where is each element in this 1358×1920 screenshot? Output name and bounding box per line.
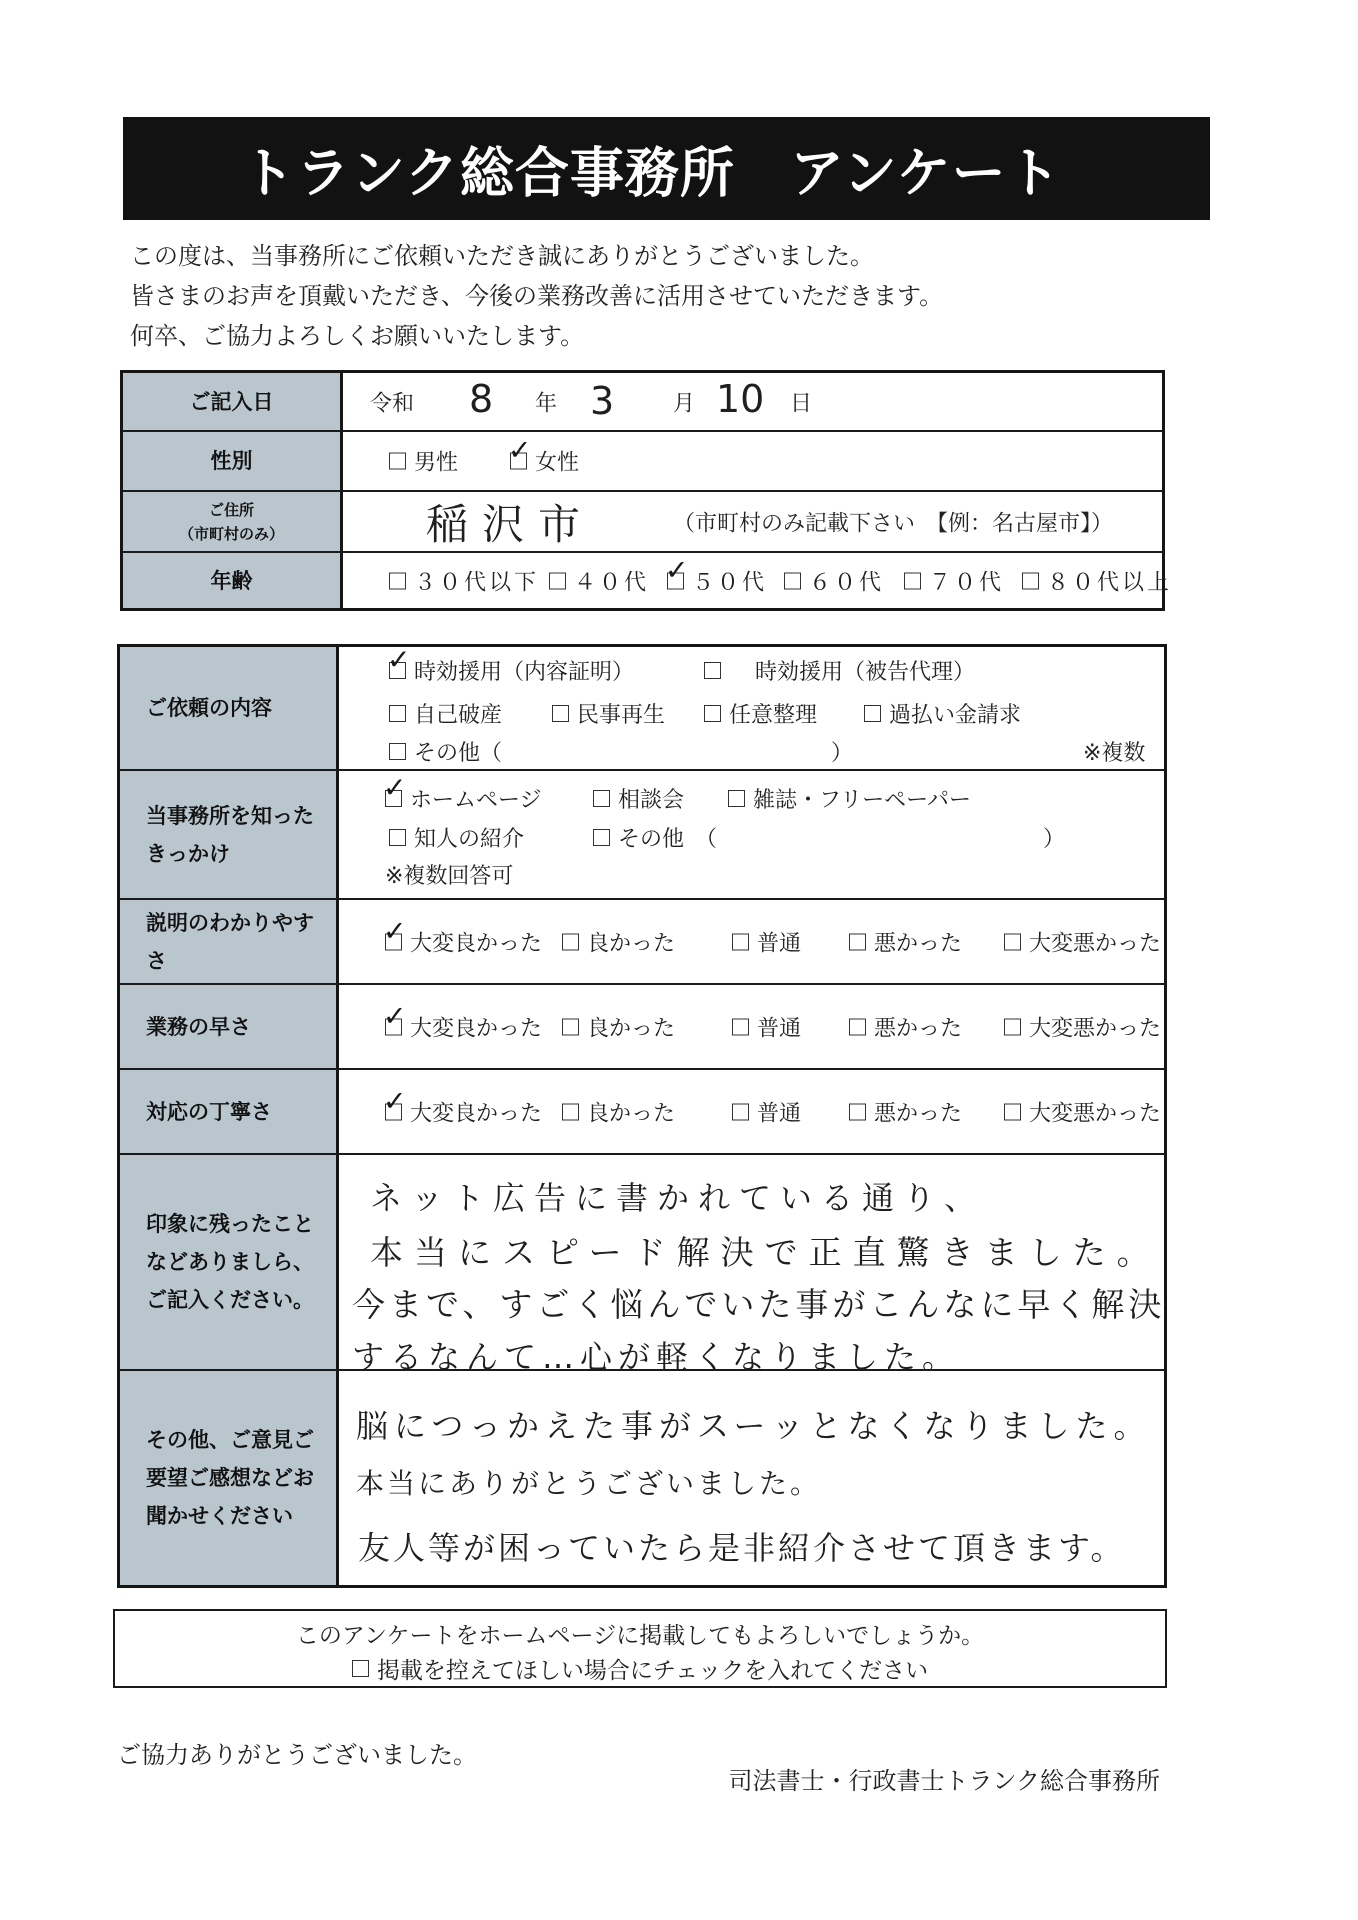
address-label-cell bbox=[123, 492, 343, 551]
intro-line: 皆さまのお声を頂戴いただき、今後の業務改善に活用させていただきます。 bbox=[130, 282, 944, 310]
publish-consent-box bbox=[113, 1609, 1167, 1688]
rating-option[interactable] bbox=[1004, 926, 1161, 957]
option-label: 大変良かった bbox=[410, 1016, 543, 1041]
option-label: ８０代以上 bbox=[1047, 570, 1173, 595]
option-label: ５０代 bbox=[692, 570, 768, 595]
option-label: 相談会 bbox=[618, 788, 685, 813]
option-label: 悪かった bbox=[874, 931, 963, 956]
request-option[interactable] bbox=[704, 655, 975, 686]
gender-option-female[interactable] bbox=[510, 446, 579, 477]
comments-label-line: 聞かせください bbox=[146, 1504, 293, 1528]
request-option-other[interactable] bbox=[389, 736, 502, 767]
option-label: 良かった bbox=[587, 931, 676, 956]
comments-label-line: その他、ご意見ご bbox=[146, 1428, 314, 1452]
address-label: ご住所 bbox=[208, 500, 254, 519]
request-note: ※複数 bbox=[1083, 741, 1146, 766]
title-bar bbox=[123, 117, 1210, 220]
option-label: ４０代 bbox=[574, 570, 650, 595]
referral-label-line: きっかけ bbox=[146, 841, 230, 866]
option-label: 普通 bbox=[757, 1016, 802, 1041]
checkbox[interactable] bbox=[593, 790, 610, 807]
checkbox[interactable] bbox=[864, 705, 881, 722]
rating-option[interactable] bbox=[385, 1096, 542, 1127]
basic-info-table bbox=[120, 370, 1173, 611]
day-unit: 日 bbox=[790, 391, 813, 416]
option-label: 時効援用（被告代理） bbox=[755, 660, 976, 685]
request-label-cell bbox=[120, 647, 339, 769]
checkbox[interactable] bbox=[389, 572, 406, 589]
age-option[interactable] bbox=[389, 565, 539, 596]
publish-opt-out[interactable] bbox=[115, 1652, 1165, 1685]
referral-option[interactable] bbox=[593, 783, 684, 814]
publish-question-text: このアンケートをホームページに掲載してもよろしいでしょうか。 bbox=[295, 1623, 985, 1649]
day-field[interactable]: 10 bbox=[716, 377, 765, 421]
impressions-answer-line[interactable]: 今まで、すごく悩んでいた事がこんなに早く解決 bbox=[352, 1285, 1166, 1324]
impressions-row bbox=[120, 1153, 1166, 1376]
option-label: ６０代 bbox=[809, 570, 885, 595]
rating-option[interactable] bbox=[1004, 1011, 1161, 1042]
rating-row-clarity bbox=[120, 898, 1164, 983]
rating-label-line: 対応の丁寧さ bbox=[146, 1099, 272, 1124]
checkbox[interactable] bbox=[704, 662, 721, 679]
checkbox[interactable] bbox=[562, 1103, 579, 1120]
request-option[interactable] bbox=[389, 655, 634, 686]
checkbox[interactable] bbox=[904, 572, 921, 589]
age-option[interactable] bbox=[549, 565, 649, 596]
option-label: 自己破産 bbox=[414, 703, 503, 728]
comments-answer-line[interactable]: 脳につっかえた事がスーッとなくなりました。 bbox=[356, 1407, 1152, 1445]
address-note: （市町村のみ記載下さい 【例：名古屋市】） bbox=[673, 511, 1114, 536]
checkbox[interactable] bbox=[732, 933, 749, 950]
option-label: 女性 bbox=[535, 450, 580, 476]
age-label: 年齢 bbox=[210, 568, 253, 593]
checkbox[interactable] bbox=[704, 705, 721, 722]
checkbox[interactable] bbox=[510, 453, 527, 470]
address-field[interactable]: 稲沢市 bbox=[426, 499, 595, 549]
era-label: 令和 bbox=[370, 391, 415, 416]
checkbox[interactable] bbox=[1004, 933, 1021, 950]
age-option[interactable] bbox=[784, 565, 884, 596]
option-label: ３０代以下 bbox=[414, 570, 540, 595]
option-label: 大変良かった bbox=[410, 931, 543, 956]
rating-option[interactable] bbox=[562, 926, 675, 957]
age-label-cell bbox=[123, 553, 343, 608]
checkbox[interactable] bbox=[385, 790, 402, 807]
date-label: ご記入日 bbox=[189, 389, 274, 414]
request-option[interactable] bbox=[552, 698, 665, 729]
option-label: 民事再生 bbox=[577, 703, 666, 728]
age-option[interactable] bbox=[904, 565, 1004, 596]
request-other-close: ） bbox=[831, 741, 854, 766]
referral-option[interactable] bbox=[389, 822, 524, 853]
month-field[interactable]: 3 bbox=[590, 379, 615, 423]
checkbox[interactable] bbox=[352, 1660, 369, 1677]
checkbox[interactable] bbox=[385, 1018, 402, 1035]
impressions-answer-line[interactable]: するなんて…心が軽くなりました。 bbox=[352, 1338, 961, 1376]
option-label: 悪かった bbox=[874, 1101, 963, 1126]
page-title: トランク総合事務所 アンケート bbox=[241, 141, 1062, 204]
rating-option[interactable] bbox=[385, 926, 542, 957]
checkbox[interactable] bbox=[562, 1018, 579, 1035]
checkbox[interactable] bbox=[389, 829, 406, 846]
address-label-sub: （市町村のみ） bbox=[178, 524, 284, 543]
checkbox[interactable] bbox=[784, 572, 801, 589]
survey-table bbox=[117, 644, 1167, 1588]
year-unit: 年 bbox=[535, 391, 558, 416]
comments-label-cell bbox=[120, 1371, 339, 1585]
impressions-answer-line[interactable]: 本当にスピード解決で正直驚きました。 bbox=[370, 1233, 1161, 1272]
request-option[interactable] bbox=[864, 698, 1021, 729]
rating-option[interactable] bbox=[562, 1011, 675, 1042]
option-label: ホームページ bbox=[410, 788, 542, 813]
checkbox[interactable] bbox=[667, 572, 684, 589]
request-row bbox=[120, 647, 1164, 769]
rating-option[interactable] bbox=[562, 1096, 675, 1127]
referral-label-cell bbox=[120, 771, 339, 898]
impressions-answer-line[interactable]: ネット広告に書かれている通り、 bbox=[370, 1179, 986, 1217]
impressions-label-line: 印象に残ったこと bbox=[146, 1212, 314, 1236]
option-label: 大変悪かった bbox=[1029, 1101, 1162, 1126]
checkbox[interactable] bbox=[849, 933, 866, 950]
comments-label-line: 要望ご感想などお bbox=[146, 1466, 314, 1490]
checkbox[interactable] bbox=[385, 933, 402, 950]
referral-row bbox=[120, 769, 1164, 898]
checkbox[interactable] bbox=[593, 829, 610, 846]
rating-row-speed bbox=[120, 983, 1164, 1068]
option-label: 時効援用（内容証明） bbox=[414, 660, 635, 685]
rating-option[interactable] bbox=[385, 1011, 542, 1042]
closing-thanks: ご協力ありがとうございました。 bbox=[117, 1741, 477, 1769]
impressions-label-cell bbox=[120, 1155, 339, 1369]
month-unit: 月 bbox=[673, 391, 696, 416]
option-label: 大変良かった bbox=[410, 1101, 543, 1126]
option-label: その他（ bbox=[414, 741, 503, 766]
rating-option[interactable] bbox=[732, 926, 801, 957]
checkbox[interactable] bbox=[389, 453, 406, 470]
rating-row-courtesy bbox=[120, 1068, 1164, 1153]
checkbox[interactable] bbox=[1004, 1103, 1021, 1120]
option-label: 普通 bbox=[757, 931, 802, 956]
checkbox[interactable] bbox=[385, 1103, 402, 1120]
rating-label-line: 説明のわかりやす bbox=[146, 910, 314, 935]
request-option[interactable] bbox=[389, 698, 502, 729]
year-field[interactable]: 8 bbox=[469, 377, 494, 421]
option-label: 良かった bbox=[587, 1101, 676, 1126]
option-label: 大変悪かった bbox=[1029, 931, 1162, 956]
checkbox[interactable] bbox=[849, 1018, 866, 1035]
option-label: 大変悪かった bbox=[1029, 1016, 1162, 1041]
address-row bbox=[123, 490, 1162, 551]
request-label: ご依頼の内容 bbox=[146, 696, 272, 720]
gender-row bbox=[123, 430, 1162, 490]
option-label: 良かった bbox=[587, 1016, 676, 1041]
gender-option-male[interactable] bbox=[389, 446, 458, 477]
rating-label-cell bbox=[120, 985, 339, 1068]
referral-label-line: 当事務所を知った bbox=[146, 803, 314, 828]
checkbox[interactable] bbox=[732, 1018, 749, 1035]
referral-note: ※複数回答可 bbox=[385, 864, 514, 889]
checkbox[interactable] bbox=[1022, 572, 1039, 589]
rating-option[interactable] bbox=[849, 926, 962, 957]
office-signature: 司法書士・行政書士トランク総合事務所 bbox=[728, 1767, 1160, 1795]
rating-option[interactable] bbox=[732, 1011, 801, 1042]
gender-label: 性別 bbox=[210, 449, 253, 473]
comments-answer-line[interactable]: 本当にありがとうございました。 bbox=[356, 1467, 822, 1500]
gender-label-cell bbox=[123, 432, 343, 490]
option-label: ７０代 bbox=[929, 570, 1005, 595]
option-label: 雑誌・フリーペーパー bbox=[753, 788, 972, 813]
option-label: 過払い金請求 bbox=[889, 703, 1022, 728]
checkbox[interactable] bbox=[552, 705, 569, 722]
publish-opt-out-label: 掲載を控えてほしい場合にチェックを入れてください bbox=[376, 1658, 929, 1684]
option-label: 普通 bbox=[757, 1101, 802, 1126]
referral-option-other[interactable] bbox=[593, 822, 717, 853]
publish-question bbox=[115, 1617, 1165, 1650]
rating-option[interactable] bbox=[849, 1096, 962, 1127]
age-row bbox=[123, 551, 1173, 608]
age-option[interactable] bbox=[667, 565, 767, 596]
checkbox[interactable] bbox=[562, 933, 579, 950]
checkbox[interactable] bbox=[549, 572, 566, 589]
checkbox[interactable] bbox=[728, 790, 745, 807]
checkbox[interactable] bbox=[849, 1103, 866, 1120]
rating-option[interactable] bbox=[849, 1011, 962, 1042]
option-label: 男性 bbox=[414, 450, 459, 476]
rating-label-line: さ bbox=[146, 948, 167, 973]
impressions-label-line: などありましら、 bbox=[146, 1250, 314, 1274]
referral-other-close: ） bbox=[1043, 827, 1066, 852]
rating-label-cell bbox=[120, 900, 339, 983]
checkbox[interactable] bbox=[389, 705, 406, 722]
date-row bbox=[123, 373, 1162, 430]
referral-option[interactable] bbox=[728, 783, 971, 814]
age-option[interactable] bbox=[1022, 565, 1172, 596]
request-option[interactable] bbox=[704, 698, 817, 729]
option-label: その他 （ bbox=[618, 827, 718, 852]
checkbox[interactable] bbox=[1004, 1018, 1021, 1035]
intro-line: 何卒、ご協力よろしくお願いいたします。 bbox=[130, 322, 585, 350]
comments-answer-line[interactable]: 友人等が困っていたら是非紹介させて頂きます。 bbox=[358, 1529, 1126, 1567]
option-label: 悪かった bbox=[874, 1016, 963, 1041]
checkbox[interactable] bbox=[389, 743, 406, 760]
date-label-cell bbox=[123, 373, 343, 430]
comments-row bbox=[120, 1369, 1164, 1585]
checkbox[interactable] bbox=[732, 1103, 749, 1120]
impressions-label-line: ご記入ください。 bbox=[146, 1288, 314, 1312]
checkbox[interactable] bbox=[389, 662, 406, 679]
rating-option[interactable] bbox=[1004, 1096, 1161, 1127]
option-label: 知人の紹介 bbox=[414, 827, 525, 852]
rating-label-cell bbox=[120, 1070, 339, 1153]
intro-line: この度は、当事務所にご依頼いただき誠にありがとうございました。 bbox=[130, 242, 874, 270]
referral-option[interactable] bbox=[385, 783, 542, 814]
rating-option[interactable] bbox=[732, 1096, 801, 1127]
option-label: 任意整理 bbox=[729, 703, 818, 728]
rating-label-line: 業務の早さ bbox=[146, 1014, 251, 1039]
